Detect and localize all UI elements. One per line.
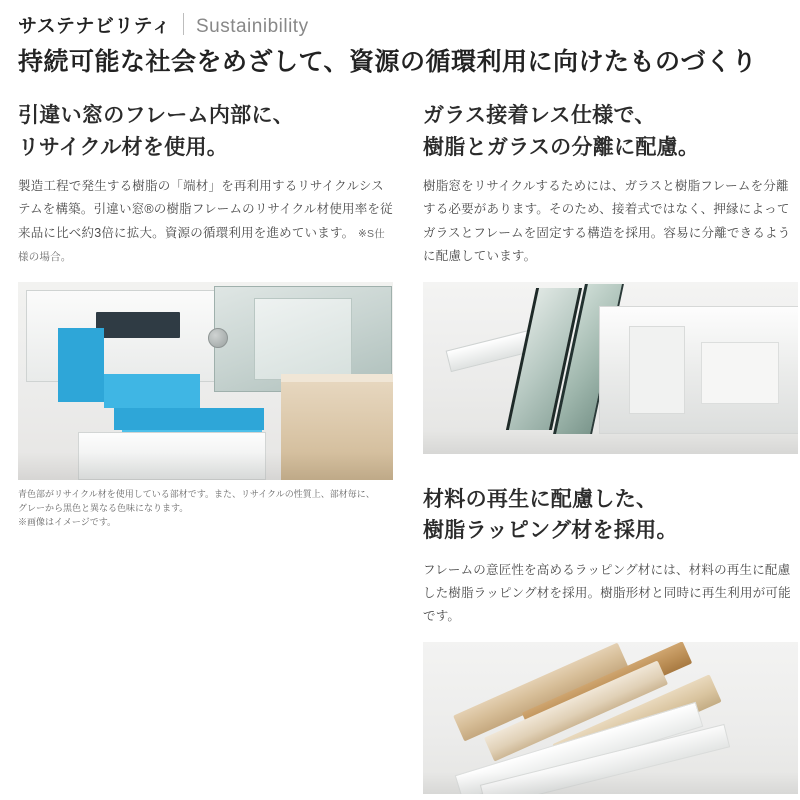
figure-resin-wrapping [423, 642, 798, 794]
caption-line-3: ※画像はイメージです。 [18, 516, 117, 527]
page-header [18, 0, 782, 38]
section-body: 樹脂窓をリサイクルするためには、ガラスと樹脂フレームを分離する必要があります。そのため、接着式ではなく、押縁によってガラスとフレームを固定する構造を採用。容易に分離できるように配慮しています。 [423, 179, 791, 263]
header-divider [183, 13, 184, 35]
resin-frame-slot-b [701, 342, 779, 404]
section-heading [18, 100, 393, 163]
section-glass-adhesive-free [423, 100, 798, 454]
section-recycled-material [18, 100, 393, 529]
photo-shadow [423, 430, 798, 454]
screw-icon [208, 328, 228, 348]
section-body [18, 175, 393, 268]
resin-frame-slot-a [629, 326, 685, 414]
figure-caption [18, 488, 393, 530]
section-heading-line-2: 樹脂ラッピング材を採用。 [423, 519, 678, 543]
photo-shadow [18, 452, 393, 480]
caption-line-1: 青色部がリサイクル材を使用している部材です。また、リサイクルの性質上、部材毎に、 [18, 488, 375, 499]
resin-wrapping-boards-photo [423, 642, 798, 794]
glass-and-resin-frame-photo [423, 282, 798, 454]
right-column [423, 100, 798, 794]
page-title: 持続可能な社会をめざして、資源の循環利用に向けたものづくり [18, 48, 758, 76]
figure-window-cross-section [18, 282, 393, 530]
figure-glass-resin-frame [423, 282, 798, 454]
section-heading-line-2: リサイクル材を使用。 [18, 135, 229, 159]
content-columns [18, 100, 791, 794]
section-heading-line-2: 樹脂とガラスの分離に配慮。 [423, 135, 700, 159]
photo-shadow [423, 772, 798, 794]
header-title-ja: サステナビリティ [18, 16, 171, 37]
section-body: フレームの意匠性を高めるラッピング材には、材料の再生に配慮した樹脂ラッピング材を採用。樹脂形材と同時に再生利用が可能です。 [423, 562, 791, 623]
recycled-material-part-c [114, 408, 264, 430]
section-heading-line-1: 引違い窓のフレーム内部に、 [18, 104, 295, 128]
left-column [18, 100, 393, 794]
recycled-material-part-a [58, 328, 104, 402]
header-title-en: Sustainibility [195, 16, 309, 37]
dark-frame-part [96, 312, 180, 338]
section-body-text: 製造工程で発生する樹脂の「端材」を再利用するリサイクルシステムを構築。引違い窓®の樹脂フレームのリサイクル材使用率を従来品に比べ約3倍に拡大。資源の循環利用を進めています。 [18, 179, 393, 240]
window-frame-cross-section-photo [18, 282, 393, 480]
recycled-material-part-b [104, 374, 200, 408]
section-spacer [423, 454, 798, 484]
caption-line-2: グレーから黒色と異なる色味になります。 [18, 502, 189, 513]
section-heading-line-1: ガラス接着レス仕様で、 [423, 104, 656, 128]
section-heading-line-1: 材料の再生に配慮した、 [423, 487, 658, 511]
section-body-note: ※S仕様の場合。 [18, 227, 385, 263]
section-resin-wrapping [423, 484, 798, 794]
section-heading [423, 484, 798, 547]
section-heading [423, 100, 798, 163]
glass-pane-inner [254, 298, 352, 380]
